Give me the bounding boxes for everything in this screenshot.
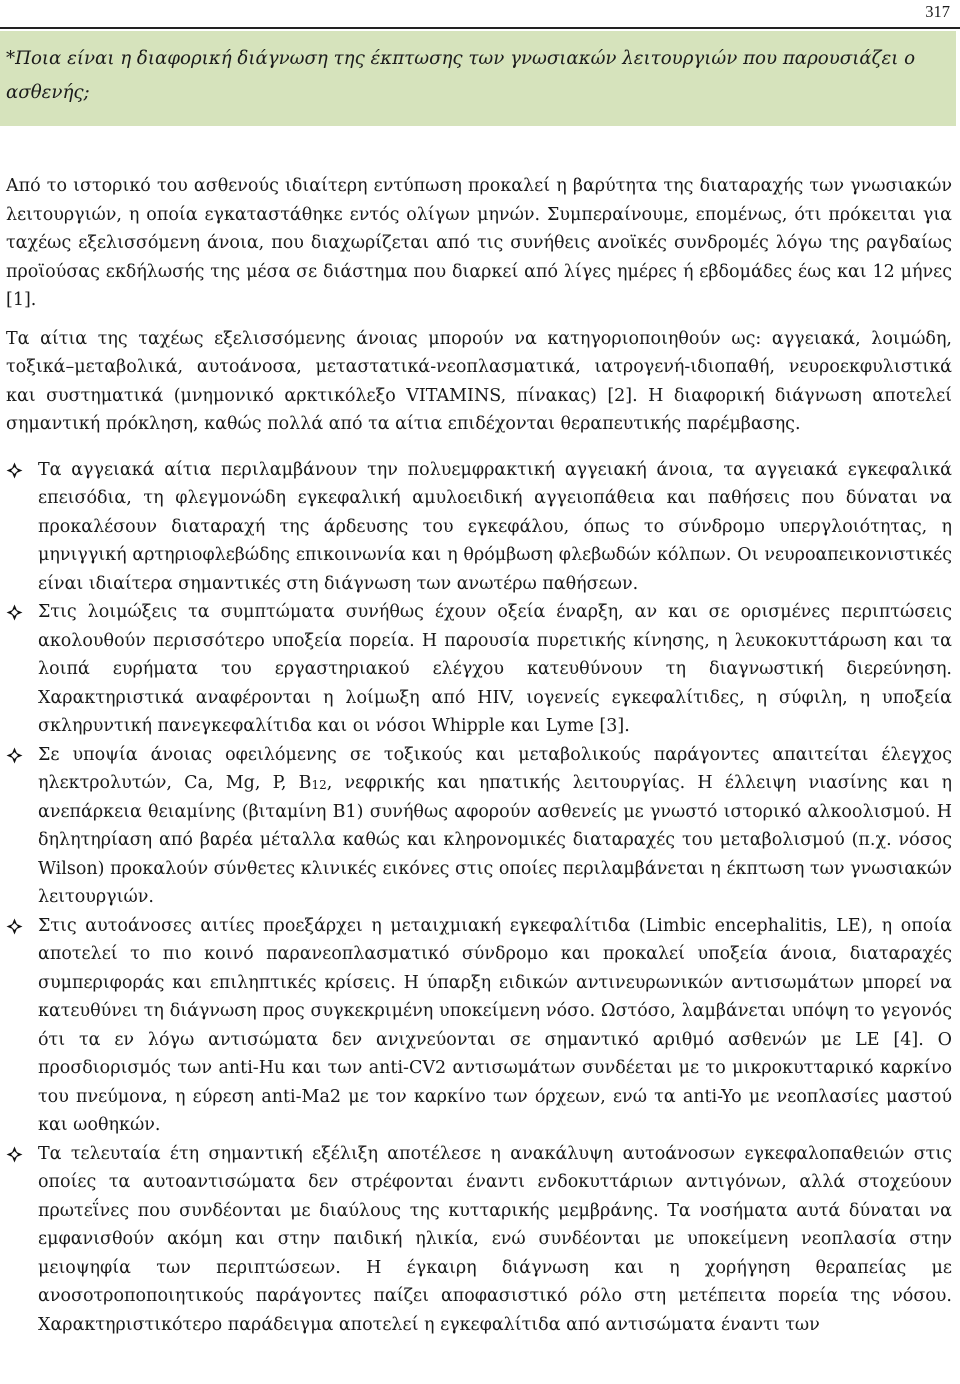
paragraph: Από το ιστορικό του ασθενούς ιδιαίτερη εντύπωση προκαλεί η βαρύτητα της διαταραχής των γνωσιακών λειτουργιών, η οποία εγκαταστάθηκε εντός ολίγων μηνών. Συμπεραίνουμε, επομένως, ότι πρόκειται για ταχέως εξελισσόμενη άνοια, που διαχωρίζεται από τις συνήθεις ανοϊκές συνδρομές λόγω της ραγδαίως προϊούσας εκδήλωσής της μέσα σε διάστημα που διαρκεί από λίγες ημέρες ή εβδομάδες έως και 12 μήνες [1]. <box>6 176 952 310</box>
list-item <box>6 456 952 599</box>
diamond-bullet-icon <box>6 747 23 764</box>
list-item-text: Στις αυτοάνοσες αιτίες προεξάρχει η μεταιχμιακή εγκεφαλίτιδα (Limbic encephalitis, LE), η οποία αποτελεί το πιο κοινό παρανεοπλασματικό σύνδρομο και προκαλεί υποξεία άνοια, διαταραχές συμπεριφοράς και επιληπτικές κρίσεις. Η ύπαρξη ειδικών αντινευρωνικών αντισωμάτων μπορεί να κατευθύνει τη διάγνωση προς συγκεκριμένη υποκείμενη νόσο. Ωστόσο, λαμβάνεται υπόψη το γεγονός ότι τα εν λόγω αντισώματα δεν ανιχνεύονται σε σημαντικό αριθμό ασθενών με LE [4]. Ο προσδιορισμός των anti-Hu και των anti-CV2 αντισωμάτων συνδέεται με το μικροκυτταρικό καρκίνο του πνεύμονα, η εύρεση anti-Ma2 με τον καρκίνο των όρχεων, ενώ τα anti-Yo με νεοπλασίες μαστού και ωοθηκών. <box>38 915 952 1135</box>
list-item <box>6 912 952 1140</box>
header-rule <box>0 27 960 29</box>
subscript: 12 <box>311 778 327 792</box>
page-number: 317 <box>925 2 950 21</box>
list-item-text-start: Σε υποψία άνοιας οφειλόμενης σε τοξικούς και μεταβολικούς παράγοντες απαιτείται έλεγχος ηλεκτρολυτών, Ca, Mg, P, B <box>38 744 952 793</box>
body-content <box>6 172 952 1339</box>
causes-list <box>6 456 952 1340</box>
list-item <box>6 1140 952 1340</box>
diamond-bullet-icon <box>6 1146 23 1163</box>
list-item <box>6 741 952 912</box>
diamond-bullet-icon <box>6 604 23 621</box>
list-item <box>6 598 952 741</box>
list-item-text: Τα τελευταία έτη σημαντική εξέλιξη αποτέλεσε η ανακάλυψη αυτοάνοσων εγκεφαλοπαθειών στις οποίες τα αυτοαντισώματα δεν στρέφονται έναντι ενδοκυττάριων αντιγόνων, αλλά στοχεύουν πρωτεΐνες που συνδέονται με διαύλους της κυτταρικής μεμβράνης. Τα νοσήματα αυτά δύναται να εμφανισθούν ακόμη και στην παιδική ηλικία, ενώ συνδέονται με υποκείμενη νεοπλασία στην μειοψηφία των περιπτώσεων. Η έγκαιρη διάγνωση και η χορήγηση θεραπείας με ανοσοτροποποιητικούς παράγοντες παίζει αποφασιστικό ρόλο στη μετέπειτα πορεία της νόσου. Χαρακτηριστικότερο παράδειγμα αποτελεί η εγκεφαλίτιδα από αντισώματα έναντι των <box>38 1143 952 1335</box>
question-box <box>0 31 956 126</box>
list-item-text-end: , νεφρικής και ηπατικής λειτουργίας. Η έλλειψη νιασίνης και η ανεπάρκεια θειαμίνης (βιταμίνη Β1) συνήθως αφορούν ασθενείς με γνωστό ιστορικό αλκοολισμού. Η δηλητηρίαση από βαρέα μέταλλα καθώς και κληρονομικές διαταραχές του μεταβολισμού (π.χ. νόσος Wilson) προκαλούν σύνθετες κλινικές εικόνες στις οποίες περιλαμβάνεται η έκπτωση των γνωσιακών λειτουργιών. <box>38 773 952 907</box>
paragraph: Τα αίτια της ταχέως εξελισσόμενης άνοιας μπορούν να κατηγοριοποιηθούν ως: αγγειακά, λοιμώδη, τοξικά–μεταβολικά, αυτοάνοσα, μεταστατικά-νεοπλασματικά, ιατρογενή-ιδιοπαθή, νευροεκφυλιστικά και συστηματικά (μνημονικό αρκτικόλεξο VITAMINS, πίνακας) [2]. Η διαφορική διάγνωση αποτελεί σημαντική πρόκληση, καθώς πολλά από τα αίτια επιδέχονται θεραπευτικής παρέμβασης. <box>6 328 952 434</box>
list-item-text: Τα αγγειακά αίτια περιλαμβάνουν την πολυεμφρακτική αγγειακή άνοια, τα αγγειακά εγκεφαλικά επεισόδια, τη φλεγμονώδη εγκεφαλική αμυλοειδική αγγειοπάθεια και παθήσεις που δύναται να προκαλέσουν διαταραχή της άρδευσης του εγκεφάλου, όπως το σύνδρομο υπεργλοιότητας, η μηνιγγική αρτηριοφλεβώδης επικοινωνία και η θρόμβωση φλεβωδών κόλπων. Οι νευροαπεικονιστικές είναι ιδιαίτερα σημαντικές στη διάγνωση των ανωτέρω παθήσεων. <box>38 459 952 594</box>
question-text: *Ποια είναι η διαφορική διάγνωση της έκπτωσης των γνωσιακών λειτουργιών που παρουσιάζει ο ασθενής; <box>6 48 916 103</box>
diamond-bullet-icon <box>6 918 23 935</box>
list-item-text: Στις λοιμώξεις τα συμπτώματα συνήθως έχουν οξεία έναρξη, αν και σε ορισμένες περιπτώσεις ακολουθούν περισσότερο υποξεία πορεία. Η παρουσία πυρετικής κίνησης, η λευκοκυττάρωση και τα λοιπά ευρήματα του εργαστηριακού ελέγχου κατευθύνουν τη διαγνωστική διερεύνηση. Χαρακτηριστικά αναφέρονται η λοίμωξη από HIV, ιογενείς εγκεφαλίτιδες, η σύφιλη, η υποξεία σκληρυντική πανεγκεφαλίτιδα και οι νόσοι Whipple και Lyme [3]. <box>38 602 952 736</box>
diamond-bullet-icon <box>6 462 23 479</box>
